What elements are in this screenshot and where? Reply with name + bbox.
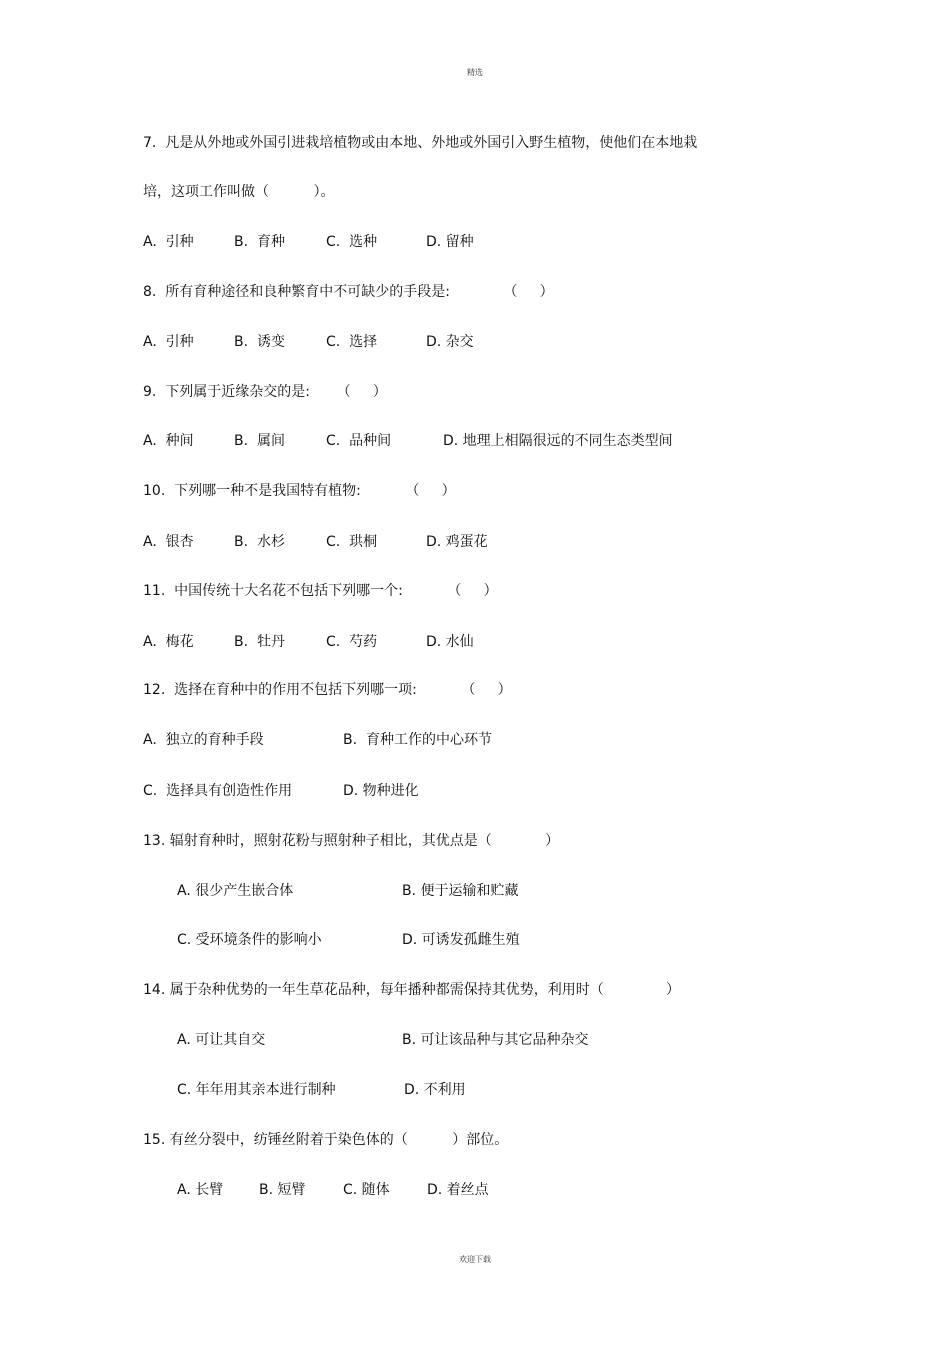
question-12: 12. 选择在育种中的作用不包括下列哪一项: （ ） [143,682,512,698]
q11-option-c: C. 芍药 [326,634,378,650]
q8-option-c: C. 选择 [326,334,378,350]
q11-option-d: D. 水仙 [426,634,474,650]
question-9: 9. 下列属于近缘杂交的是: （ ） [143,384,387,400]
q15-option-a: A. 长臂 [177,1182,224,1198]
q10-option-d: D. 鸡蛋花 [426,534,488,550]
question-14: 14. 属于杂种优势的一年生草花品种，每年播种都需保持其优势，利用时（ ） [143,982,681,998]
q10-option-c: C. 珙桐 [326,534,378,550]
question-11: 11. 中国传统十大名花不包括下列哪一个: （ ） [143,583,498,599]
page-footer: 欢迎下载 [459,1255,491,1264]
question-7-line-1: 7. 凡是从外地或外国引进栽培植物或由本地、外地或外国引入野生植物，使他们在本地栽 [143,135,698,151]
q15-option-d: D. 着丝点 [427,1182,489,1198]
question-15: 15. 有丝分裂中，纺锤丝附着于染色体的（ ）部位。 [143,1132,509,1148]
question-13: 13. 辐射育种时，照射花粉与照射种子相比，其优点是（ ） [143,833,560,849]
q9-option-c: C. 品种间 [326,433,392,449]
q9-option-a: A. 种间 [143,433,194,449]
q12-option-b: B. 育种工作的中心环节 [343,732,492,748]
q14-option-d: D. 不利用 [404,1082,466,1098]
q7-option-a: A. 引种 [143,234,194,250]
q15-option-b: B. 短臂 [259,1182,306,1198]
q7-option-d: D. 留种 [426,234,474,250]
q12-option-c: C. 选择具有创造性作用 [143,783,293,799]
q11-option-a: A. 梅花 [143,634,194,650]
q10-option-b: B. 水杉 [234,534,285,550]
q7-option-b: B. 育种 [234,234,285,250]
question-10: 10. 下列哪一种不是我国特有植物: （ ） [143,483,456,499]
q9-option-d: D. 地理上相隔很远的不同生态类型间 [443,433,673,449]
q15-option-c: C. 随体 [343,1182,390,1198]
q14-option-a: A. 可让其自交 [177,1032,266,1048]
q9-option-b: B. 属间 [234,433,285,449]
q12-option-a: A. 独立的育种手段 [143,732,264,748]
q8-option-b: B. 诱变 [234,334,285,350]
q8-option-a: A. 引种 [143,334,194,350]
q13-option-b: B. 便于运输和贮藏 [402,883,519,899]
q13-option-d: D. 可诱发孤雌生殖 [402,932,520,948]
q14-option-b: B. 可让该品种与其它品种杂交 [402,1032,589,1048]
q11-option-b: B. 牡丹 [234,634,285,650]
q8-option-d: D. 杂交 [426,334,474,350]
q10-option-a: A. 银杏 [143,534,194,550]
q12-option-d: D. 物种进化 [343,783,419,799]
question-7-line-2: 培，这项工作叫做（ ）。 [143,184,335,200]
q13-option-a: A. 很少产生嵌合体 [177,883,294,899]
page-header: 精选 [467,68,483,77]
q7-option-c: C. 选种 [326,234,378,250]
q13-option-c: C. 受环境条件的影响小 [177,932,322,948]
q14-option-c: C. 年年用其亲本进行制种 [177,1082,336,1098]
question-8: 8. 所有育种途径和良种繁育中不可缺少的手段是: （ ） [143,284,554,300]
